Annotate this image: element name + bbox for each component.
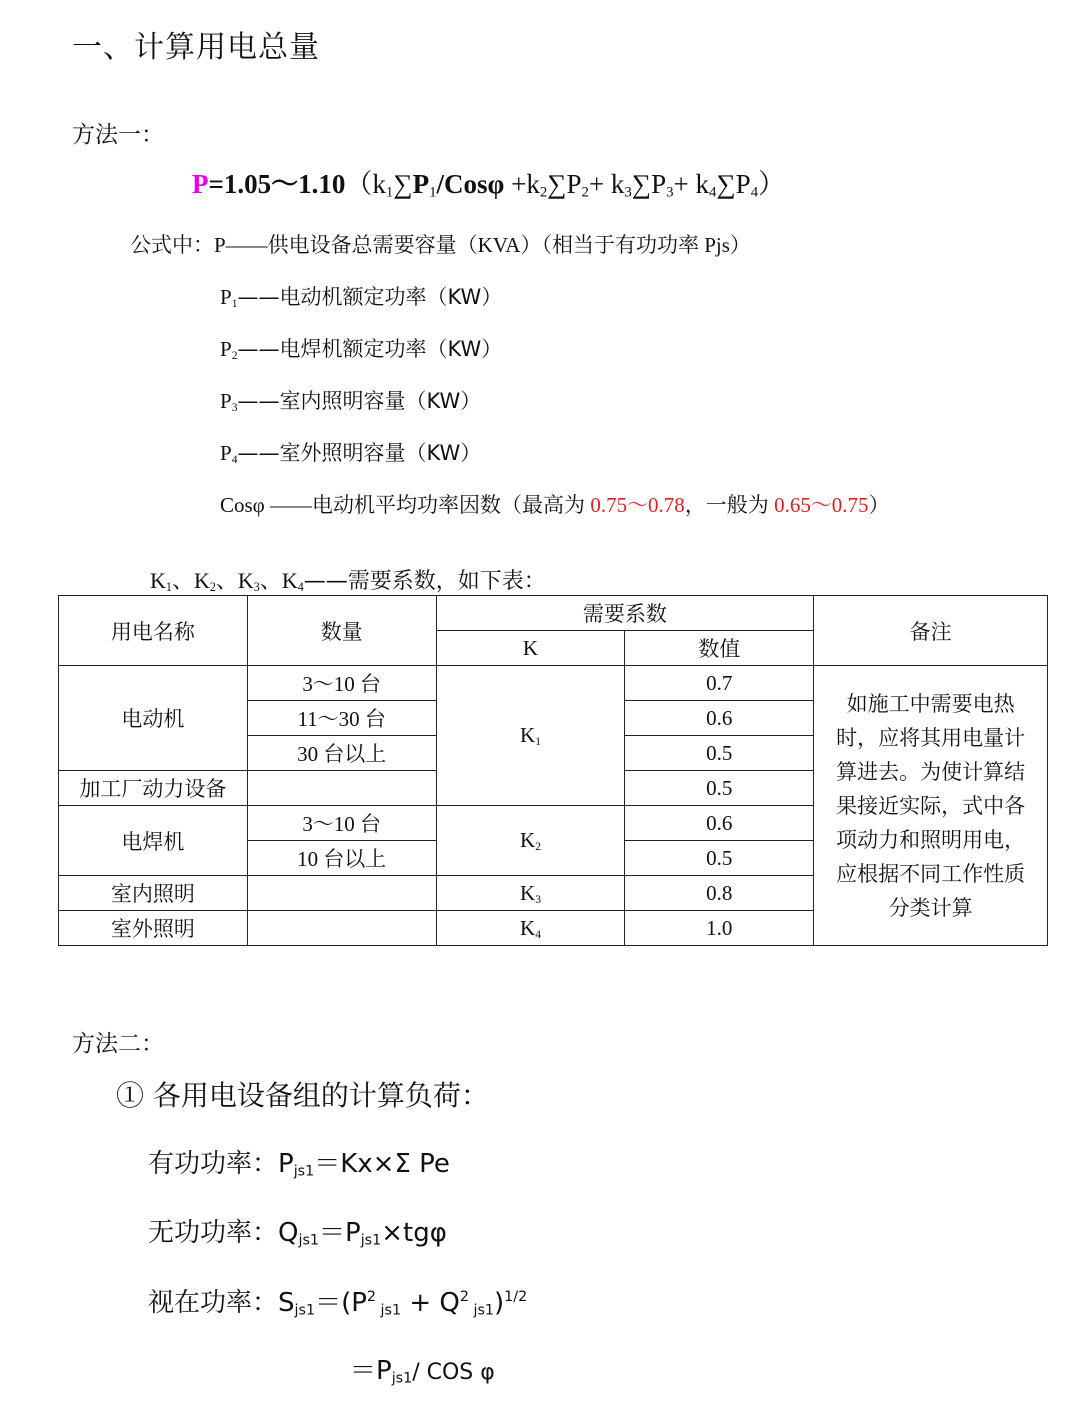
- cell-factory: 加工厂动力设备: [59, 771, 248, 806]
- reactive-sub2: js1: [360, 1232, 382, 1249]
- coefficient-table: [58, 595, 1048, 946]
- cell-k4: [436, 911, 625, 946]
- k-caption-s1: 1: [165, 580, 172, 595]
- step1-text: ① 各用电设备组的计算负荷：: [116, 1079, 489, 1112]
- cell-factory-qty: [247, 771, 436, 806]
- k-caption-s4: 4: [297, 580, 304, 595]
- k-caption-k3: 、K: [215, 568, 254, 593]
- active-label: 有功功率：: [148, 1149, 279, 1179]
- apparent-power-alt: [350, 1350, 495, 1387]
- formula-plus-k2: +k: [504, 169, 540, 199]
- formula-sum1: ∑: [393, 169, 413, 199]
- cell-k2-sub: 2: [535, 840, 541, 853]
- def-p2-sub: 2: [231, 349, 238, 362]
- k-caption-k4: 、K: [259, 568, 298, 593]
- formula-plus-k4: + k: [673, 169, 710, 199]
- formula-p2-sub: 2: [581, 184, 589, 201]
- reactive-sub: js1: [298, 1232, 320, 1249]
- k-caption-text: ——需要系数，如下表：: [303, 569, 546, 594]
- def-p4-sub: 4: [231, 453, 238, 466]
- cell-k3: [436, 876, 625, 911]
- cell-k1-sub: 1: [535, 735, 541, 748]
- apparent-label: 视在功率：: [148, 1288, 279, 1318]
- reactive-label: 无功功率：: [148, 1218, 279, 1248]
- k-caption: [150, 564, 546, 595]
- cell-v7: 0.8: [625, 876, 814, 911]
- def-cos-high: 0.75～0.78: [590, 493, 685, 517]
- th-name: 用电名称: [59, 596, 248, 666]
- formula-sum2: ∑P: [547, 169, 582, 199]
- eq2-mid: ＝P: [350, 1356, 392, 1386]
- def-p2-text: ——电焊机额定功率（KW）: [237, 337, 503, 361]
- formula-cos: /Cosφ: [436, 169, 505, 199]
- reactive-mid: ＝P: [319, 1218, 361, 1248]
- apparent-close: ): [494, 1288, 505, 1318]
- def-p1-sub: 1: [231, 297, 238, 310]
- formula-range: =1.05～1.10: [208, 169, 346, 199]
- definition-intro: 公式中：P——供电设备总需要容量（KVA）（相当于有功功率 Pjs）: [130, 233, 751, 257]
- cell-k4-k: K: [520, 915, 536, 940]
- def-p3-symbol: P: [220, 389, 232, 413]
- apparent-mid: ＝(P: [315, 1288, 367, 1318]
- def-p3-text: ——室内照明容量（KW）: [237, 389, 482, 413]
- cell-k3-k: K: [520, 880, 536, 905]
- k-caption-s3: 3: [253, 580, 260, 595]
- cell-v5: 0.6: [625, 806, 814, 841]
- cell-w-qty-10: 10 台以上: [247, 841, 436, 876]
- definition-p2: [220, 333, 502, 363]
- cell-indoor: 室内照明: [59, 876, 248, 911]
- cell-outdoor-qty: [247, 911, 436, 946]
- formula-plus-k3: + k: [588, 169, 625, 199]
- th-note: 备注: [814, 596, 1048, 666]
- k-caption-k2: 、K: [171, 568, 210, 593]
- apparent-exp: 1/2: [504, 1289, 528, 1305]
- def-p1-symbol: P: [220, 285, 232, 309]
- definition-p1: [220, 281, 502, 311]
- formula-p: P: [192, 169, 209, 199]
- cell-k1: [436, 666, 625, 806]
- eq2-sub: js1: [391, 1370, 413, 1387]
- cell-qty-11-30: 11～30 台: [247, 701, 436, 736]
- formula-p4-sub: 4: [750, 184, 759, 201]
- k-caption-k1: K: [150, 568, 166, 593]
- apparent-power: [148, 1282, 527, 1319]
- note-line: 果接近实际，式中各: [836, 793, 1026, 818]
- cell-welder: 电焊机: [59, 806, 248, 876]
- cell-motor: 电动机: [59, 666, 248, 771]
- apparent-s: S: [278, 1288, 295, 1318]
- th-k: K: [436, 631, 625, 666]
- th-coef: 需要系数: [436, 596, 814, 631]
- formula-k1-sub: 1: [385, 184, 394, 201]
- reactive-rest: ×tgφ: [381, 1218, 447, 1248]
- cell-w-qty-3-10: 3～10 台: [247, 806, 436, 841]
- apparent-sub3: js1: [468, 1302, 495, 1319]
- cell-indoor-qty: [247, 876, 436, 911]
- note-line: 算进去。为使计算结: [836, 759, 1026, 784]
- cell-qty-30: 30 台以上: [247, 736, 436, 771]
- k-caption-s2: 2: [209, 580, 216, 595]
- def-p4-text: ——室外照明容量（KW）: [237, 441, 482, 465]
- cell-note: [814, 666, 1048, 946]
- active-power: [148, 1143, 450, 1180]
- def-cos-suffix: ）: [868, 493, 890, 517]
- def-cos-prefix: Cosφ ——电动机平均功率因数（最高为: [220, 493, 591, 517]
- def-p3-sub: 3: [231, 401, 238, 414]
- reactive-power: [148, 1212, 447, 1249]
- definition-cos: [220, 489, 890, 519]
- def-p1-text: ——电动机额定功率（KW）: [237, 285, 503, 309]
- eq2-rest: / COS φ: [412, 1360, 495, 1385]
- method1-label: 方法一：: [72, 122, 164, 148]
- th-val: 数值: [625, 631, 814, 666]
- cell-qty-3-10: 3～10 台: [247, 666, 436, 701]
- formula-main: [192, 162, 785, 202]
- formula-p1-sub: 1: [429, 184, 437, 201]
- formula-k4-sub: 4: [709, 184, 717, 201]
- def-cos-mid: ，一般为: [684, 493, 775, 517]
- def-p2-symbol: P: [220, 337, 232, 361]
- definition-p3: [220, 385, 481, 415]
- method2-label: 方法二：: [72, 1031, 164, 1057]
- apparent-sup2: 2: [459, 1289, 469, 1305]
- cell-k2: [436, 806, 625, 876]
- apparent-plus: + Q: [401, 1288, 460, 1318]
- formula-p3-sub: 3: [666, 184, 674, 201]
- note-line: 如施工中需要电热: [846, 691, 1015, 716]
- cell-v6: 0.5: [625, 841, 814, 876]
- active-rest: ＝Kx×Σ Pe: [314, 1149, 450, 1179]
- page-heading: 一、计算用电总量: [72, 30, 320, 65]
- cell-v1: 0.7: [625, 666, 814, 701]
- formula-close: ）: [758, 169, 786, 199]
- def-p4-symbol: P: [220, 441, 232, 465]
- active-sub: js1: [293, 1163, 315, 1180]
- note-line: 分类计算: [888, 895, 973, 920]
- formula-k3-sub: 3: [624, 184, 632, 201]
- active-p: P: [278, 1149, 294, 1179]
- apparent-sub2: js1: [376, 1302, 402, 1319]
- cell-v4: 0.5: [625, 771, 814, 806]
- formula-open: （k: [345, 169, 386, 199]
- formula-sum3: ∑P: [631, 169, 667, 199]
- cell-v8: 1.0: [625, 911, 814, 946]
- cell-v2: 0.6: [625, 701, 814, 736]
- note-line: 时，应将其用电量计: [836, 725, 1026, 750]
- cell-k3-sub: 3: [535, 893, 541, 906]
- cell-outdoor: 室外照明: [59, 911, 248, 946]
- formula-k2-sub: 2: [539, 184, 548, 201]
- formula-p1: P: [412, 169, 430, 199]
- cell-k2-k: K: [520, 828, 536, 852]
- cell-v3: 0.5: [625, 736, 814, 771]
- th-qty: 数量: [247, 596, 436, 666]
- apparent-sup1: 2: [366, 1289, 376, 1305]
- note-line: 应根据不同工作性质: [836, 861, 1026, 886]
- apparent-sub: js1: [294, 1302, 316, 1319]
- cell-k4-sub: 4: [535, 928, 541, 941]
- def-cos-low: 0.65～0.75: [774, 493, 869, 517]
- formula-sum4: ∑P: [716, 169, 751, 199]
- method2-step1: [116, 1074, 489, 1114]
- note-line: 项动力和照明用电，: [836, 827, 1026, 852]
- reactive-q: Q: [278, 1218, 299, 1248]
- cell-k1-k: K: [520, 723, 536, 747]
- definition-p4: [220, 437, 481, 467]
